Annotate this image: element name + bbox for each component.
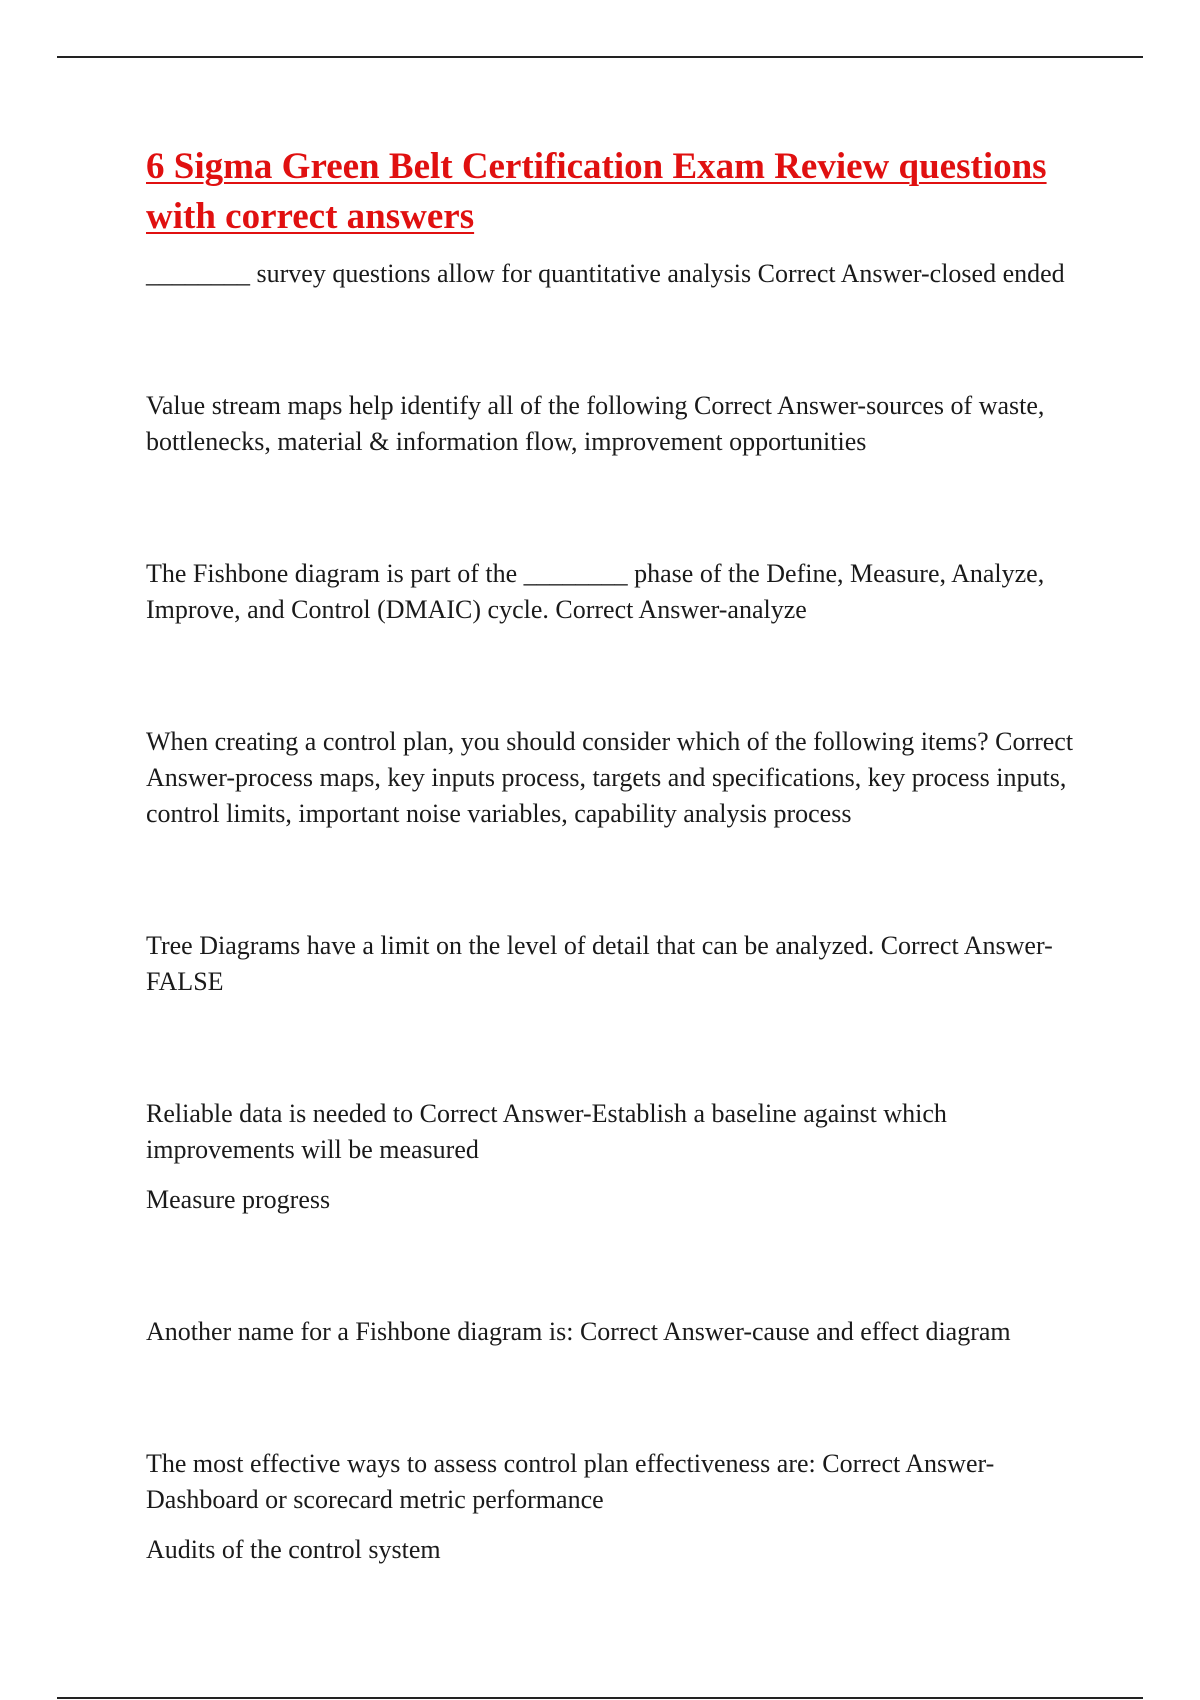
spacer — [146, 460, 1101, 556]
qa-text: Tree Diagrams have a limit on the level of detail that can be analyzed. Correct Answer-FALSE — [146, 931, 1053, 996]
header-rule — [57, 56, 1143, 58]
spacer — [146, 832, 1101, 928]
qa-item-5 — [146, 928, 1101, 1000]
document-body — [146, 142, 1101, 1568]
qa-item-1 — [146, 256, 1101, 292]
spacer — [146, 292, 1101, 388]
qa-extra: Audits of the control system — [146, 1535, 441, 1564]
spacer — [146, 1350, 1101, 1446]
qa-extra: Measure progress — [146, 1185, 331, 1214]
qa-text: The Fishbone diagram is part of the ________ phase of the Define, Measure, Analyze, Improve, and Control (DMAIC) cycle. Correct Answer-analyze — [146, 559, 1045, 624]
qa-item-6 — [146, 1096, 1101, 1218]
qa-text: Another name for a Fishbone diagram is: Correct Answer-cause and effect diagram — [146, 1317, 1011, 1346]
qa-item-7 — [146, 1314, 1101, 1350]
qa-text: Value stream maps help identify all of the following Correct Answer-sources of waste, bottlenecks, material & information flow, improvement opportunities — [146, 391, 1045, 456]
spacer — [146, 628, 1101, 724]
footer-rule — [57, 1697, 1143, 1699]
qa-text: The most effective ways to assess control plan effectiveness are: Correct Answer-Dashboard or scorecard metric performance — [146, 1449, 995, 1514]
qa-item-4 — [146, 724, 1101, 832]
qa-item-2 — [146, 388, 1101, 460]
spacer — [146, 1218, 1101, 1314]
qa-text: Reliable data is needed to Correct Answer-Establish a baseline against which improvements will be measured — [146, 1099, 947, 1164]
qa-text: When creating a control plan, you should consider which of the following items? Correct Answer-process maps, key inputs process, targets and specifications, key process inputs, control limits, important noise variables, capability analysis process — [146, 727, 1074, 828]
qa-text: ________ survey questions allow for quantitative analysis Correct Answer-closed ended — [146, 259, 1065, 288]
qa-item-8 — [146, 1446, 1101, 1568]
qa-item-3 — [146, 556, 1101, 628]
spacer — [146, 1000, 1101, 1096]
document-title: 6 Sigma Green Belt Certification Exam Review questions with correct answers — [146, 146, 1047, 237]
